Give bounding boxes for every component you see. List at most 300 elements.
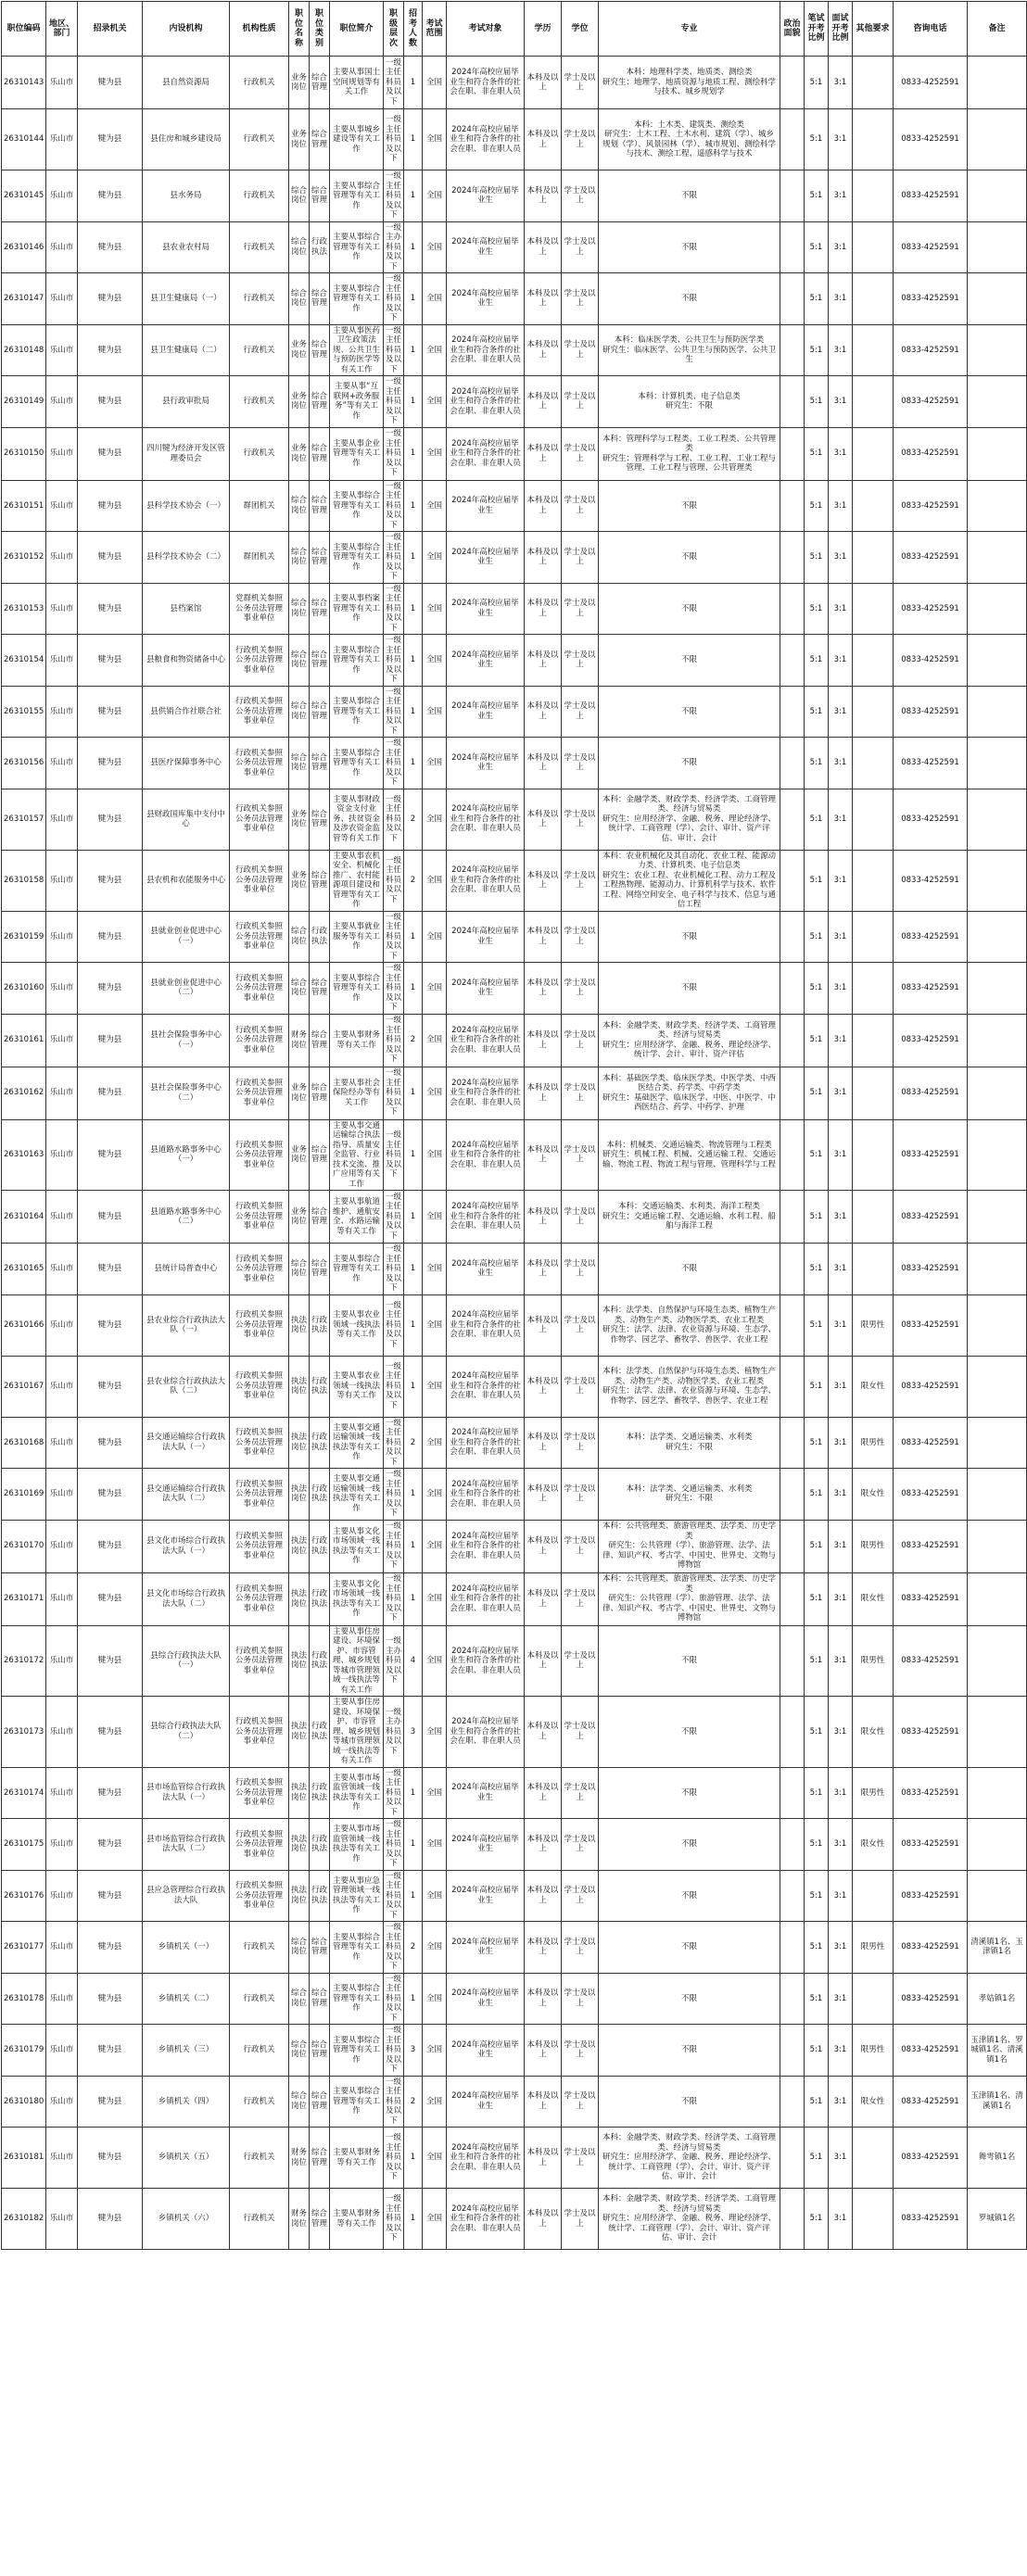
cell-recruit-count: 1 <box>404 1244 423 1295</box>
cell-exam-target: 2024年高校应届毕业生 <box>447 1870 525 1922</box>
cell-recruiting-agency: 犍为县 <box>78 1067 143 1119</box>
cell-position-description: 主要从事综合管理等有关工作 <box>330 221 384 273</box>
cell-contact-phone: 0833-4252591 <box>894 1244 968 1295</box>
cell-internal-unit: 县社会保险事务中心（二） <box>143 1067 230 1119</box>
cell-political-status <box>780 1572 805 1625</box>
cell-degree: 学士及以上 <box>562 2076 599 2128</box>
cell-other-requirements <box>853 221 894 273</box>
cell-other-requirements <box>853 1244 894 1295</box>
cell-education: 本科及以上 <box>525 850 562 911</box>
cell-position-category: 行政执法 <box>310 1625 330 1697</box>
cell-recruiting-agency: 犍为县 <box>78 2025 143 2077</box>
cell-position-category: 综合管理 <box>310 170 330 222</box>
cell-exam-scope: 全国 <box>423 376 447 428</box>
cell-remarks <box>968 1417 1027 1469</box>
cell-political-status <box>780 170 805 222</box>
cell-exam-target: 2024年高校应届毕业生和符合条件的社会在职、非在职人员 <box>447 1469 525 1521</box>
table-row <box>2 324 1027 376</box>
cell-remarks <box>968 1625 1027 1697</box>
cell-internal-unit: 县粮食和物资储备中心 <box>143 635 230 687</box>
cell-exam-scope: 全国 <box>423 1625 447 1697</box>
cell-internal-unit: 县自然资源局 <box>143 57 230 109</box>
cell-position-code: 26310162 <box>2 1067 46 1119</box>
cell-exam-scope: 全国 <box>423 850 447 911</box>
cell-education: 本科及以上 <box>525 273 562 325</box>
cell-major: 本科：临床医学类、公共卫生与预防医学类 研究生：临床医学、公共卫生与预防医学、公共卫生 <box>599 324 780 376</box>
cell-interview-ratio: 3:1 <box>829 1469 853 1521</box>
cell-contact-phone: 0833-4252591 <box>894 1819 968 1871</box>
cell-recruiting-agency: 犍为县 <box>78 324 143 376</box>
cell-exam-target: 2024年高校应届毕业生 <box>447 1973 525 2025</box>
cell-exam-scope: 全国 <box>423 1244 447 1295</box>
table-row <box>2 1417 1027 1469</box>
cell-other-requirements <box>853 1014 894 1067</box>
cell-degree: 学士及以上 <box>562 1625 599 1697</box>
cell-contact-phone: 0833-4252591 <box>894 532 968 584</box>
cell-recruiting-agency: 犍为县 <box>78 1356 143 1417</box>
cell-other-requirements <box>853 170 894 222</box>
cell-written-exam-ratio: 5:1 <box>805 532 829 584</box>
cell-exam-target: 2024年高校应届毕业生 <box>447 273 525 325</box>
cell-major: 本科：法学类、交通运输类、水利类 研究生：不限 <box>599 1417 780 1469</box>
cell-written-exam-ratio: 5:1 <box>805 170 829 222</box>
header-interview-ratio: 面试开考比例 <box>829 2 853 57</box>
cell-remarks <box>968 1767 1027 1819</box>
cell-exam-target: 2024年高校应届毕业生 <box>447 686 525 738</box>
cell-position-description: 主要从事国土空间规划等有关工作 <box>330 57 384 109</box>
cell-agency-nature: 行政机关 <box>230 1922 289 1974</box>
cell-written-exam-ratio: 5:1 <box>805 2189 829 2250</box>
cell-other-requirements <box>853 738 894 789</box>
cell-exam-target: 2024年高校应届毕业生和符合条件的社会在职、非在职人员 <box>447 1520 525 1572</box>
cell-recruit-count: 1 <box>404 109 423 170</box>
cell-position-category: 综合管理 <box>310 376 330 428</box>
cell-recruit-count: 1 <box>404 221 423 273</box>
cell-written-exam-ratio: 5:1 <box>805 221 829 273</box>
cell-agency-nature: 行政机关参照公务员法管理事业单位 <box>230 1870 289 1922</box>
cell-major: 不限 <box>599 480 780 532</box>
cell-recruit-count: 1 <box>404 1572 423 1625</box>
cell-position-code: 26310181 <box>2 2128 46 2189</box>
cell-major: 不限 <box>599 686 780 738</box>
cell-major: 本科：农业机械化及其自动化、农业工程、能源动力类、计算机类、电子信息类 研究生：农业工程、农业机械化工程、动力工程及工程热物理、能源动力、计算机科学与技术、软件工程、网络空间安全、电子科学与技术、信息与通信工程 <box>599 850 780 911</box>
cell-rank-level: 一级主任科员及以下 <box>384 376 404 428</box>
cell-rank-level: 一级主任科员及以下 <box>384 911 404 963</box>
cell-rank-level: 一级主任科员及以下 <box>384 1469 404 1521</box>
header-education: 学历 <box>525 2 562 57</box>
cell-written-exam-ratio: 5:1 <box>805 273 829 325</box>
cell-position-category: 行政执法 <box>310 1356 330 1417</box>
cell-position-code: 26310166 <box>2 1294 46 1356</box>
cell-position-description: 主要从事医药卫生政策法规、公共卫生与预防医学等有关工作 <box>330 324 384 376</box>
cell-position-name: 综合岗位 <box>289 170 310 222</box>
cell-internal-unit: 县交通运输综合行政执法大队（二） <box>143 1469 230 1521</box>
cell-major: 不限 <box>599 1922 780 1974</box>
table-row <box>2 2076 1027 2128</box>
cell-position-description: 主要从事交通运输领域一线执法等有关工作 <box>330 1469 384 1521</box>
cell-remarks <box>968 1014 1027 1067</box>
cell-position-category: 行政执法 <box>310 1469 330 1521</box>
cell-written-exam-ratio: 5:1 <box>805 1870 829 1922</box>
cell-position-code: 26310154 <box>2 635 46 687</box>
cell-position-code: 26310157 <box>2 789 46 850</box>
cell-major: 本科：交通运输类、水利类、海洋工程类 研究生：交通运输工程、交通运输、水利工程、船舶与海洋工程 <box>599 1191 780 1244</box>
cell-exam-scope: 全国 <box>423 480 447 532</box>
cell-other-requirements: 限女性 <box>853 1572 894 1625</box>
cell-political-status <box>780 221 805 273</box>
cell-position-description: 主要从事交通运输领域一线执法等有关工作 <box>330 1417 384 1469</box>
cell-major: 不限 <box>599 1819 780 1871</box>
cell-remarks: 孝姑镇1名 <box>968 1973 1027 2025</box>
cell-political-status <box>780 1922 805 1974</box>
table-row <box>2 1067 1027 1119</box>
cell-other-requirements: 限男性 <box>853 1767 894 1819</box>
cell-political-status <box>780 1520 805 1572</box>
cell-position-category: 行政执法 <box>310 911 330 963</box>
cell-position-code: 26310159 <box>2 911 46 963</box>
cell-contact-phone: 0833-4252591 <box>894 170 968 222</box>
cell-exam-scope: 全国 <box>423 427 447 480</box>
cell-interview-ratio: 3:1 <box>829 1067 853 1119</box>
cell-degree: 学士及以上 <box>562 1767 599 1819</box>
cell-internal-unit: 乡镇机关（四） <box>143 2076 230 2128</box>
cell-region-department: 乐山市 <box>46 635 78 687</box>
cell-region-department: 乐山市 <box>46 1356 78 1417</box>
cell-position-category: 行政执法 <box>310 1870 330 1922</box>
cell-degree: 学士及以上 <box>562 1356 599 1417</box>
cell-recruit-count: 1 <box>404 1520 423 1572</box>
cell-recruit-count: 1 <box>404 273 423 325</box>
cell-education: 本科及以上 <box>525 221 562 273</box>
cell-agency-nature: 行政机关 <box>230 2076 289 2128</box>
cell-recruit-count: 1 <box>404 1870 423 1922</box>
header-region-department: 地区、部门 <box>46 2 78 57</box>
cell-recruit-count: 2 <box>404 1922 423 1974</box>
cell-position-code: 26310146 <box>2 221 46 273</box>
cell-exam-scope: 全国 <box>423 686 447 738</box>
cell-degree: 学士及以上 <box>562 1294 599 1356</box>
cell-position-category: 行政执法 <box>310 1520 330 1572</box>
table-row <box>2 2189 1027 2250</box>
cell-remarks <box>968 324 1027 376</box>
cell-degree: 学士及以上 <box>562 1819 599 1871</box>
cell-contact-phone: 0833-4252591 <box>894 1356 968 1417</box>
cell-written-exam-ratio: 5:1 <box>805 1014 829 1067</box>
cell-education: 本科及以上 <box>525 738 562 789</box>
cell-rank-level: 一级主任科员及以下 <box>384 1356 404 1417</box>
cell-exam-target: 2024年高校应届毕业生 <box>447 1767 525 1819</box>
cell-internal-unit: 县农业综合行政执法大队（二） <box>143 1356 230 1417</box>
cell-degree: 学士及以上 <box>562 1973 599 2025</box>
table-row <box>2 57 1027 109</box>
cell-interview-ratio: 3:1 <box>829 635 853 687</box>
cell-position-description: 主要从事“互联网+政务服务”等有关工作 <box>330 376 384 428</box>
cell-remarks <box>968 1119 1027 1191</box>
cell-recruiting-agency: 犍为县 <box>78 170 143 222</box>
header-rank-level: 职级层次 <box>384 2 404 57</box>
cell-region-department: 乐山市 <box>46 850 78 911</box>
cell-major: 不限 <box>599 2025 780 2077</box>
cell-agency-nature: 行政机关参照公务员法管理事业单位 <box>230 1417 289 1469</box>
cell-political-status <box>780 1244 805 1295</box>
cell-degree: 学士及以上 <box>562 2025 599 2077</box>
cell-exam-scope: 全国 <box>423 1294 447 1356</box>
cell-internal-unit: 县卫生健康局（二） <box>143 324 230 376</box>
cell-region-department: 乐山市 <box>46 2189 78 2250</box>
cell-remarks <box>968 1294 1027 1356</box>
table-row <box>2 2128 1027 2189</box>
cell-written-exam-ratio: 5:1 <box>805 789 829 850</box>
cell-education: 本科及以上 <box>525 911 562 963</box>
cell-political-status <box>780 1767 805 1819</box>
cell-education: 本科及以上 <box>525 963 562 1015</box>
cell-internal-unit: 县科学技术协会（二） <box>143 532 230 584</box>
cell-major: 本科：金融学类、财政学类、经济学类、工商管理类、经济与贸易类 研究生：应用经济学、金融、税务、理论经济学、统计学、工商管理（学）、会计、审计、资产评估、审计、会计 <box>599 789 780 850</box>
cell-degree: 学士及以上 <box>562 1520 599 1572</box>
cell-position-name: 综合岗位 <box>289 273 310 325</box>
cell-recruit-count: 1 <box>404 1119 423 1191</box>
table-row <box>2 532 1027 584</box>
cell-written-exam-ratio: 5:1 <box>805 1697 829 1768</box>
cell-education: 本科及以上 <box>525 1244 562 1295</box>
cell-position-name: 业务岗位 <box>289 1119 310 1191</box>
cell-position-code: 26310158 <box>2 850 46 911</box>
cell-position-category: 行政执法 <box>310 1767 330 1819</box>
cell-political-status <box>780 1625 805 1697</box>
cell-major: 不限 <box>599 1625 780 1697</box>
cell-interview-ratio: 3:1 <box>829 850 853 911</box>
cell-internal-unit: 县统计局普查中心 <box>143 1244 230 1295</box>
cell-other-requirements <box>853 2189 894 2250</box>
cell-internal-unit: 县农业综合行政执法大队（一） <box>143 1294 230 1356</box>
cell-interview-ratio: 3:1 <box>829 1625 853 1697</box>
cell-recruit-count: 1 <box>404 686 423 738</box>
table-row <box>2 963 1027 1015</box>
cell-remarks <box>968 1191 1027 1244</box>
cell-exam-scope: 全国 <box>423 532 447 584</box>
cell-agency-nature: 行政机关 <box>230 427 289 480</box>
cell-remarks: 玉津镇1名、罗城镇1名、清溪镇1名 <box>968 2025 1027 2077</box>
cell-position-name: 业务岗位 <box>289 850 310 911</box>
cell-recruiting-agency: 犍为县 <box>78 738 143 789</box>
cell-education: 本科及以上 <box>525 2076 562 2128</box>
cell-recruiting-agency: 犍为县 <box>78 2189 143 2250</box>
cell-recruiting-agency: 犍为县 <box>78 480 143 532</box>
cell-position-category: 综合管理 <box>310 738 330 789</box>
cell-interview-ratio: 3:1 <box>829 2076 853 2128</box>
cell-exam-target: 2024年高校应届毕业生和符合条件的社会在职、非在职人员 <box>447 324 525 376</box>
cell-recruit-count: 1 <box>404 57 423 109</box>
cell-position-code: 26310171 <box>2 1572 46 1625</box>
table-row <box>2 1244 1027 1295</box>
cell-exam-target: 2024年高校应届毕业生 <box>447 635 525 687</box>
cell-position-category: 综合管理 <box>310 427 330 480</box>
cell-degree: 学士及以上 <box>562 1119 599 1191</box>
cell-region-department: 乐山市 <box>46 1469 78 1521</box>
cell-position-category: 综合管理 <box>310 2025 330 2077</box>
cell-position-code: 26310165 <box>2 1244 46 1295</box>
cell-position-category: 行政执法 <box>310 1294 330 1356</box>
cell-major: 本科：金融学类、财政学类、经济学类、工商管理类、经济与贸易类 研究生：应用经济学、金融、税务、理论经济学、统计学、工商管理（学）、会计、审计、资产评估、审计、会计 <box>599 2128 780 2189</box>
cell-internal-unit: 县档案馆 <box>143 583 230 635</box>
cell-region-department: 乐山市 <box>46 789 78 850</box>
cell-remarks <box>968 221 1027 273</box>
cell-exam-target: 2024年高校应届毕业生和符合条件的社会在职、非在职人员 <box>447 1417 525 1469</box>
table-row <box>2 273 1027 325</box>
cell-contact-phone: 0833-4252591 <box>894 1697 968 1768</box>
cell-recruiting-agency: 犍为县 <box>78 1119 143 1191</box>
cell-interview-ratio: 3:1 <box>829 1119 853 1191</box>
cell-region-department: 乐山市 <box>46 221 78 273</box>
cell-interview-ratio: 3:1 <box>829 1014 853 1067</box>
cell-position-category: 行政执法 <box>310 221 330 273</box>
cell-region-department: 乐山市 <box>46 109 78 170</box>
cell-position-code: 26310180 <box>2 2076 46 2128</box>
cell-recruiting-agency: 犍为县 <box>78 686 143 738</box>
cell-education: 本科及以上 <box>525 1870 562 1922</box>
cell-political-status <box>780 376 805 428</box>
cell-internal-unit: 乡镇机关（三） <box>143 2025 230 2077</box>
cell-education: 本科及以上 <box>525 57 562 109</box>
cell-other-requirements <box>853 109 894 170</box>
cell-rank-level: 一级主任科员及以下 <box>384 2189 404 2250</box>
cell-position-code: 26310170 <box>2 1520 46 1572</box>
header-remarks: 备注 <box>968 2 1027 57</box>
cell-remarks: 罗城镇1名 <box>968 2189 1027 2250</box>
table-row <box>2 1014 1027 1067</box>
cell-political-status <box>780 480 805 532</box>
cell-exam-target: 2024年高校应届毕业生和符合条件的社会在职、非在职人员 <box>447 109 525 170</box>
cell-remarks: 玉津镇1名、清溪镇1名 <box>968 2076 1027 2128</box>
table-row <box>2 2025 1027 2077</box>
cell-education: 本科及以上 <box>525 1520 562 1572</box>
table-row <box>2 1973 1027 2025</box>
cell-degree: 学士及以上 <box>562 738 599 789</box>
cell-political-status <box>780 738 805 789</box>
cell-exam-scope: 全国 <box>423 963 447 1015</box>
cell-recruiting-agency: 犍为县 <box>78 109 143 170</box>
cell-interview-ratio: 3:1 <box>829 1244 853 1295</box>
cell-interview-ratio: 3:1 <box>829 911 853 963</box>
cell-position-category: 行政执法 <box>310 1819 330 1871</box>
cell-internal-unit: 县综合行政执法大队（二） <box>143 1697 230 1768</box>
cell-other-requirements: 限女性 <box>853 1819 894 1871</box>
cell-recruiting-agency: 犍为县 <box>78 850 143 911</box>
cell-political-status <box>780 273 805 325</box>
cell-contact-phone: 0833-4252591 <box>894 1922 968 1974</box>
cell-region-department: 乐山市 <box>46 1819 78 1871</box>
cell-other-requirements <box>853 789 894 850</box>
cell-education: 本科及以上 <box>525 2025 562 2077</box>
cell-education: 本科及以上 <box>525 109 562 170</box>
cell-position-code: 26310150 <box>2 427 46 480</box>
cell-exam-scope: 全国 <box>423 1520 447 1572</box>
cell-written-exam-ratio: 5:1 <box>805 1973 829 2025</box>
cell-written-exam-ratio: 5:1 <box>805 57 829 109</box>
cell-major: 本科：土木类、建筑类、测绘类 研究生：土木工程、土木水利、建筑（学）、城乡规划（学）、风景园林（学）、城市规划、测绘科学与技术、测绘工程、遥感科学与技术 <box>599 109 780 170</box>
cell-internal-unit: 县卫生健康局（一） <box>143 273 230 325</box>
cell-exam-target: 2024年高校应届毕业生 <box>447 2076 525 2128</box>
cell-region-department: 乐山市 <box>46 1294 78 1356</box>
cell-interview-ratio: 3:1 <box>829 273 853 325</box>
cell-other-requirements <box>853 583 894 635</box>
cell-political-status <box>780 1469 805 1521</box>
cell-major: 本科：法学类、自然保护与环境生态类、植物生产类、动物生产类、动物医学类、农业工程类 研究生：法学、法律、农业资源与环境、生态学、作物学、园艺学、畜牧学、兽医学、农业工程 <box>599 1294 780 1356</box>
cell-internal-unit: 县农机和农能服务中心 <box>143 850 230 911</box>
cell-exam-scope: 全国 <box>423 1922 447 1974</box>
cell-major: 不限 <box>599 738 780 789</box>
cell-position-code: 26310174 <box>2 1767 46 1819</box>
cell-recruit-count: 2 <box>404 1417 423 1469</box>
cell-position-code: 26310156 <box>2 738 46 789</box>
cell-major: 不限 <box>599 911 780 963</box>
cell-degree: 学士及以上 <box>562 2189 599 2250</box>
cell-other-requirements: 限男性 <box>853 2025 894 2077</box>
table-row <box>2 911 1027 963</box>
cell-position-category: 综合管理 <box>310 1067 330 1119</box>
cell-degree: 学士及以上 <box>562 963 599 1015</box>
cell-rank-level: 一级主任科员及以下 <box>384 1294 404 1356</box>
cell-remarks <box>968 1469 1027 1521</box>
cell-interview-ratio: 3:1 <box>829 738 853 789</box>
cell-position-category: 综合管理 <box>310 109 330 170</box>
cell-region-department: 乐山市 <box>46 170 78 222</box>
cell-education: 本科及以上 <box>525 1014 562 1067</box>
cell-exam-scope: 全国 <box>423 1767 447 1819</box>
cell-internal-unit: 县道路水路事务中心（二） <box>143 1191 230 1244</box>
cell-agency-nature: 行政机关参照公务员法管理事业单位 <box>230 635 289 687</box>
cell-region-department: 乐山市 <box>46 376 78 428</box>
cell-exam-target: 2024年高校应届毕业生和符合条件的社会在职、非在职人员 <box>447 1625 525 1697</box>
table-row <box>2 1572 1027 1625</box>
cell-other-requirements <box>853 480 894 532</box>
cell-position-name: 执法岗位 <box>289 1572 310 1625</box>
cell-recruit-count: 2 <box>404 1014 423 1067</box>
cell-exam-target: 2024年高校应届毕业生 <box>447 170 525 222</box>
cell-exam-scope: 全国 <box>423 273 447 325</box>
cell-exam-target: 2024年高校应届毕业生和符合条件的社会在职、非在职人员 <box>447 1119 525 1191</box>
cell-region-department: 乐山市 <box>46 2076 78 2128</box>
cell-political-status <box>780 2076 805 2128</box>
cell-written-exam-ratio: 5:1 <box>805 738 829 789</box>
cell-interview-ratio: 3:1 <box>829 2189 853 2250</box>
cell-interview-ratio: 3:1 <box>829 324 853 376</box>
table-row <box>2 738 1027 789</box>
cell-political-status <box>780 57 805 109</box>
cell-agency-nature: 行政机关参照公务员法管理事业单位 <box>230 686 289 738</box>
cell-position-name: 综合岗位 <box>289 2076 310 2128</box>
cell-education: 本科及以上 <box>525 376 562 428</box>
cell-region-department: 乐山市 <box>46 583 78 635</box>
cell-agency-nature: 行政机关 <box>230 376 289 428</box>
cell-recruiting-agency: 犍为县 <box>78 1767 143 1819</box>
cell-other-requirements <box>853 686 894 738</box>
cell-position-code: 26310168 <box>2 1417 46 1469</box>
cell-recruiting-agency: 犍为县 <box>78 1973 143 2025</box>
cell-rank-level: 一级主任科员及以下 <box>384 324 404 376</box>
cell-recruiting-agency: 犍为县 <box>78 1294 143 1356</box>
cell-exam-scope: 全国 <box>423 1572 447 1625</box>
cell-other-requirements: 限男性 <box>853 1922 894 1974</box>
cell-contact-phone: 0833-4252591 <box>894 911 968 963</box>
cell-contact-phone: 0833-4252591 <box>894 1520 968 1572</box>
cell-education: 本科及以上 <box>525 635 562 687</box>
cell-exam-scope: 全国 <box>423 1697 447 1768</box>
cell-contact-phone: 0833-4252591 <box>894 635 968 687</box>
cell-degree: 学士及以上 <box>562 1244 599 1295</box>
cell-region-department: 乐山市 <box>46 1922 78 1974</box>
cell-interview-ratio: 3:1 <box>829 1520 853 1572</box>
